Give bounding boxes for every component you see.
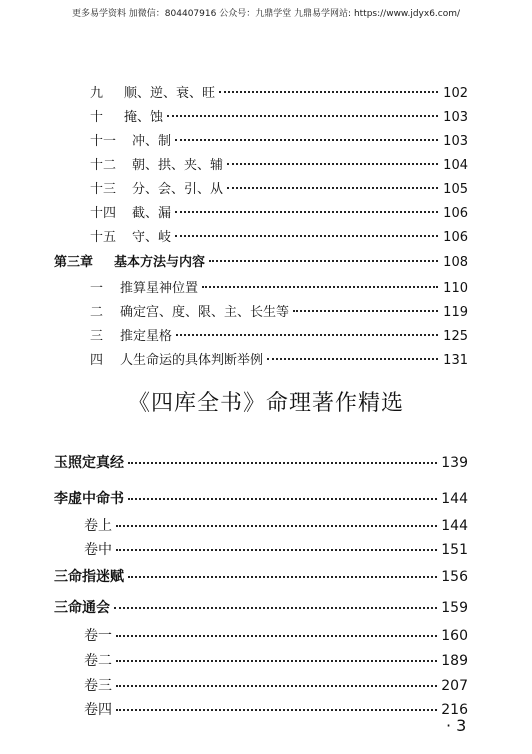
toc-leader — [175, 210, 438, 213]
volume-title: 卷二 — [84, 653, 112, 669]
volume-title: 卷中 — [84, 542, 112, 558]
volume-title: 卷三 — [84, 678, 112, 694]
volume-title: 卷四 — [84, 702, 112, 718]
toc-title: 顺、逆、衰、旺 — [124, 86, 216, 101]
toc-book-row — [54, 488, 468, 508]
toc-row — [90, 106, 468, 125]
toc-row — [90, 82, 468, 101]
toc-row — [90, 301, 468, 320]
toc-leader — [167, 114, 438, 117]
toc-row — [90, 277, 468, 296]
book-title: 三命指迷赋 — [54, 569, 124, 585]
toc-num: 三 — [90, 329, 104, 344]
toc-leader — [175, 234, 438, 237]
toc-title: 朝、拱、夹、辅 — [132, 158, 224, 173]
toc-page: 103 — [443, 134, 468, 149]
toc-row — [84, 539, 468, 559]
toc-page: 106 — [443, 206, 468, 221]
toc-page: 108 — [443, 255, 468, 270]
toc-page: 104 — [443, 158, 468, 173]
toc-book-row — [54, 597, 468, 617]
toc-page: 144 — [441, 491, 468, 507]
page-number: · 3 — [446, 716, 467, 735]
toc-page: 105 — [443, 182, 468, 197]
toc-page: 110 — [443, 281, 468, 296]
toc-num: 十四 — [90, 206, 117, 221]
toc-leader — [267, 357, 438, 360]
toc-num: 四 — [90, 353, 104, 368]
toc-row — [84, 650, 468, 670]
toc-chapter-row — [54, 251, 468, 270]
toc-leader — [128, 497, 437, 500]
page-header: 更多易学资料 加微信：804407916 公众号：九鼎学堂 九鼎易学网站: https://www.jdyx6.com/ — [71, 9, 461, 19]
toc-num: 十三 — [90, 182, 117, 197]
toc-leader — [128, 575, 437, 578]
toc-row — [84, 625, 468, 645]
toc-book-row — [54, 452, 468, 472]
toc-page: 106 — [443, 230, 468, 245]
toc-leader — [116, 684, 437, 687]
toc-leader — [116, 524, 437, 527]
toc-row — [90, 130, 468, 149]
book-title: 李虚中命书 — [54, 491, 124, 507]
toc-page: 160 — [441, 628, 468, 644]
toc-leader — [114, 606, 437, 609]
toc-page: 156 — [441, 569, 468, 585]
toc-num: 十五 — [90, 230, 117, 245]
book-title: 玉照定真经 — [54, 455, 124, 471]
toc-title: 掩、蚀 — [124, 110, 164, 125]
toc-row — [90, 349, 468, 368]
toc-row — [84, 699, 468, 719]
toc-row — [90, 154, 468, 173]
toc-row — [84, 515, 468, 535]
toc-title: 分、会、引、从 — [132, 182, 224, 197]
toc-page: 159 — [441, 600, 468, 616]
toc-leader — [116, 548, 437, 551]
toc-leader — [176, 333, 438, 336]
toc-leader — [227, 162, 438, 165]
toc-book-row — [54, 566, 468, 586]
toc-page: 144 — [441, 518, 468, 534]
toc-num: 十一 — [90, 134, 117, 149]
toc-page: 119 — [443, 305, 468, 320]
toc-leader — [209, 259, 438, 262]
toc-page: 216 — [441, 702, 468, 718]
toc-num: 十二 — [90, 158, 117, 173]
toc-num: 一 — [90, 281, 104, 296]
toc-row — [90, 178, 468, 197]
toc-leader — [116, 708, 437, 711]
toc-page: 151 — [441, 542, 468, 558]
chapter-title: 基本方法与内容 — [114, 255, 206, 270]
chapter-num: 第三章 — [54, 255, 94, 270]
toc-row — [84, 675, 468, 695]
toc-page: 103 — [443, 110, 468, 125]
toc-row — [90, 226, 468, 245]
book-title: 三命通会 — [54, 600, 110, 616]
toc-leader — [219, 90, 438, 93]
toc-page: 207 — [441, 678, 468, 694]
toc-title: 截、漏 — [132, 206, 172, 221]
toc-row — [90, 325, 468, 344]
toc-page: 125 — [443, 329, 468, 344]
toc-leader — [116, 634, 437, 637]
toc-leader — [116, 659, 437, 662]
toc-leader — [202, 285, 438, 288]
toc-page: 102 — [443, 86, 468, 101]
toc-leader — [175, 138, 438, 141]
toc-page: 189 — [441, 653, 468, 669]
toc-page: 131 — [443, 353, 468, 368]
toc-title: 人生命运的具体判断举例 — [120, 353, 264, 368]
toc-row — [90, 202, 468, 221]
toc-title: 确定宫、度、限、主、长生等 — [120, 305, 290, 320]
toc-title: 守、岐 — [132, 230, 172, 245]
volume-title: 卷一 — [84, 628, 112, 644]
toc-title: 推定星格 — [120, 329, 173, 344]
toc-num: 十 — [90, 110, 104, 125]
toc-num: 九 — [90, 86, 104, 101]
toc-num: 二 — [90, 305, 104, 320]
toc-leader — [128, 461, 437, 464]
section-title: 《四库全书》命理著作精选 — [127, 391, 404, 416]
toc-leader — [293, 309, 438, 312]
volume-title: 卷上 — [84, 518, 112, 534]
toc-page: 139 — [441, 455, 468, 471]
toc-title: 冲、制 — [132, 134, 172, 149]
toc-title: 推算星神位置 — [120, 281, 199, 296]
toc-leader — [227, 186, 438, 189]
